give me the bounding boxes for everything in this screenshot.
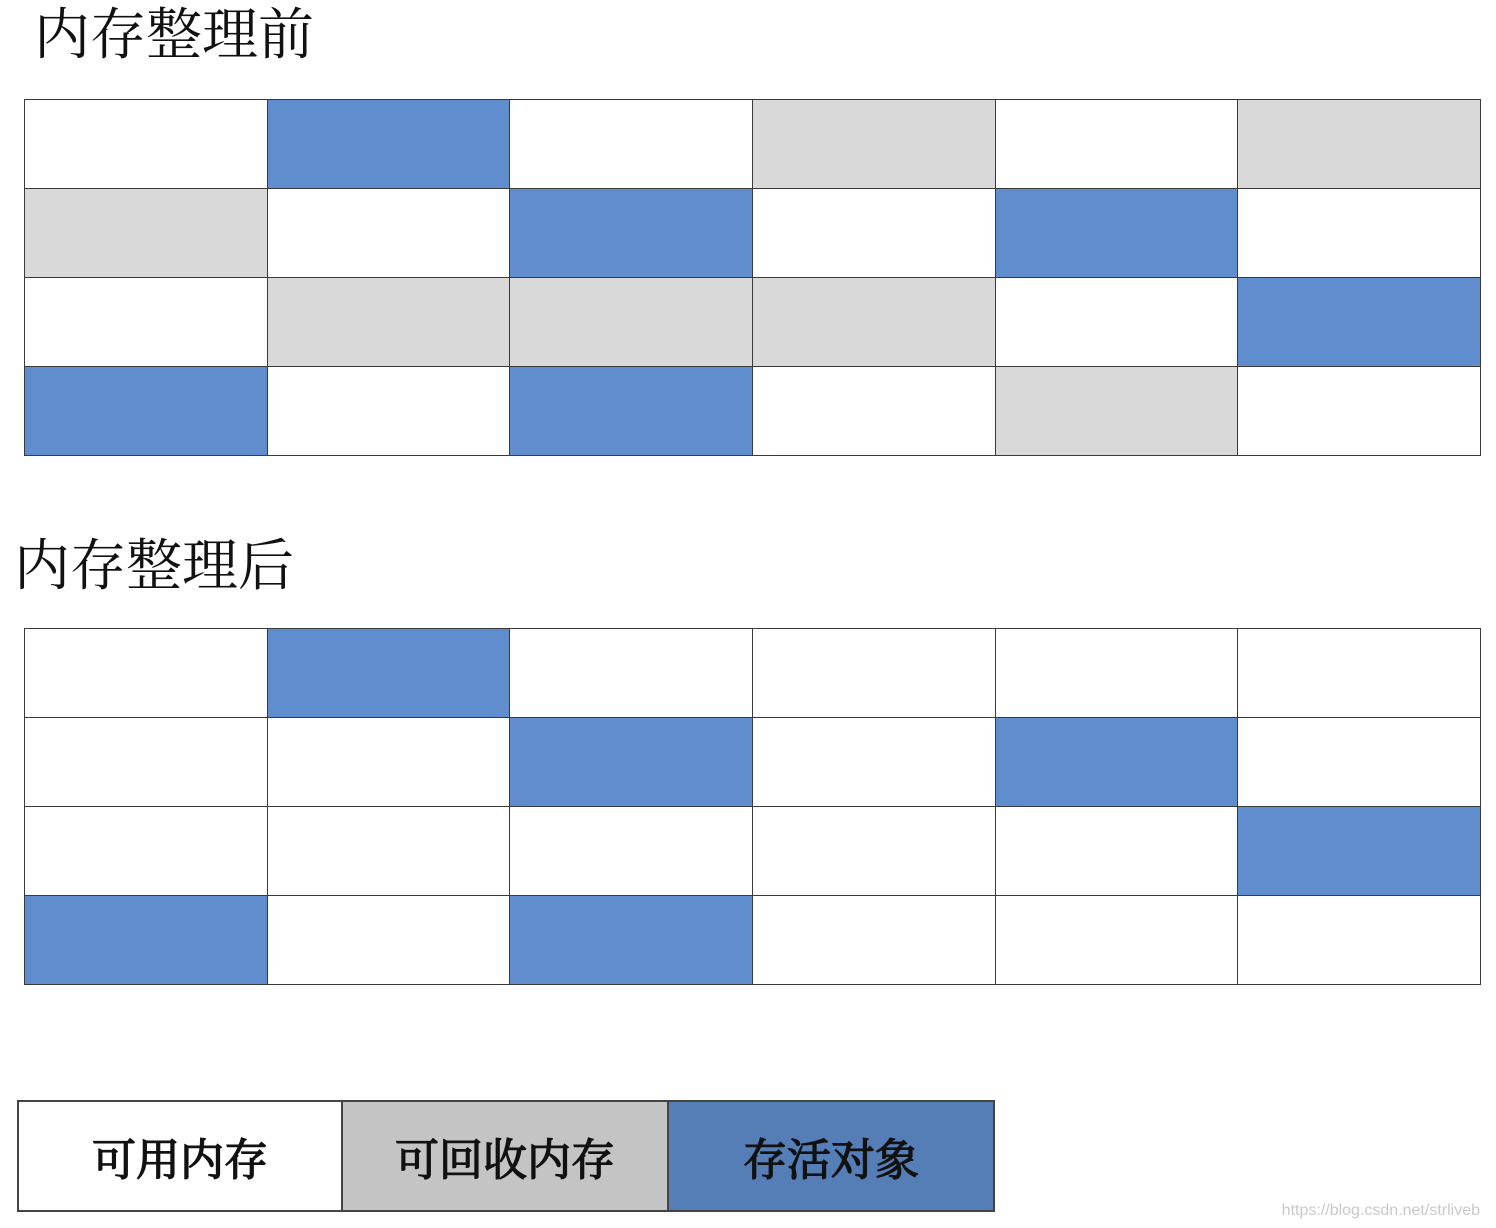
before-cell-r4-c3-alive: [509, 366, 753, 456]
watermark: https://blog.csdn.net/strliveb: [1281, 1202, 1480, 1219]
memory-grid-after: [24, 628, 1480, 984]
before-cell-r3-c3-garbage: [509, 277, 753, 367]
title-before-compaction: 内存整理前: [34, 3, 314, 68]
before-cell-r4-c6-free: [1237, 366, 1481, 456]
before-cell-r2-c6-free: [1237, 188, 1481, 278]
before-cell-r2-c5-alive: [995, 188, 1238, 278]
before-cell-r2-c1-garbage: [24, 188, 268, 278]
after-cell-r1-c1-free: [24, 628, 268, 718]
memory-grid-before: [24, 99, 1480, 455]
after-cell-r3-c4-free: [752, 806, 996, 896]
before-cell-r3-c6-alive: [1237, 277, 1481, 367]
after-cell-r4-c5-free: [995, 895, 1238, 985]
before-cell-r1-c2-alive: [267, 99, 510, 189]
after-cell-r3-c1-free: [24, 806, 268, 896]
after-cell-r4-c6-free: [1237, 895, 1481, 985]
before-cell-r1-c4-garbage: [752, 99, 996, 189]
before-cell-r3-c1-free: [24, 277, 268, 367]
before-cell-r1-c1-free: [24, 99, 268, 189]
after-cell-r1-c2-alive: [267, 628, 510, 718]
after-cell-r1-c3-free: [509, 628, 753, 718]
before-cell-r2-c3-alive: [509, 188, 753, 278]
after-cell-r3-c3-free: [509, 806, 753, 896]
legend-reclaimable-memory: 可回收内存: [343, 1100, 669, 1212]
legend-live-object: 存活对象: [669, 1100, 995, 1212]
after-cell-r3-c6-alive: [1237, 806, 1481, 896]
after-cell-r4-c2-free: [267, 895, 510, 985]
after-cell-r1-c4-free: [752, 628, 996, 718]
before-cell-r3-c4-garbage: [752, 277, 996, 367]
after-cell-r1-c6-free: [1237, 628, 1481, 718]
after-cell-r2-c4-free: [752, 717, 996, 807]
before-cell-r4-c4-free: [752, 366, 996, 456]
after-cell-r2-c1-free: [24, 717, 268, 807]
before-cell-r2-c2-free: [267, 188, 510, 278]
after-cell-r2-c2-free: [267, 717, 510, 807]
before-cell-r3-c2-garbage: [267, 277, 510, 367]
after-cell-r4-c3-alive: [509, 895, 753, 985]
before-cell-r1-c5-free: [995, 99, 1238, 189]
before-cell-r3-c5-free: [995, 277, 1238, 367]
before-cell-r2-c4-free: [752, 188, 996, 278]
after-cell-r3-c2-free: [267, 806, 510, 896]
after-cell-r2-c5-alive: [995, 717, 1238, 807]
after-cell-r1-c5-free: [995, 628, 1238, 718]
legend-free-memory: 可用内存: [17, 1100, 343, 1212]
before-cell-r4-c1-alive: [24, 366, 268, 456]
after-cell-r2-c6-free: [1237, 717, 1481, 807]
after-cell-r3-c5-free: [995, 806, 1238, 896]
after-cell-r4-c1-alive: [24, 895, 268, 985]
before-cell-r4-c5-garbage: [995, 366, 1238, 456]
before-cell-r1-c6-garbage: [1237, 99, 1481, 189]
before-cell-r1-c3-free: [509, 99, 753, 189]
legend: [17, 1100, 995, 1212]
after-cell-r2-c3-alive: [509, 717, 753, 807]
title-after-compaction: 内存整理后: [14, 534, 294, 599]
after-cell-r4-c4-free: [752, 895, 996, 985]
before-cell-r4-c2-free: [267, 366, 510, 456]
